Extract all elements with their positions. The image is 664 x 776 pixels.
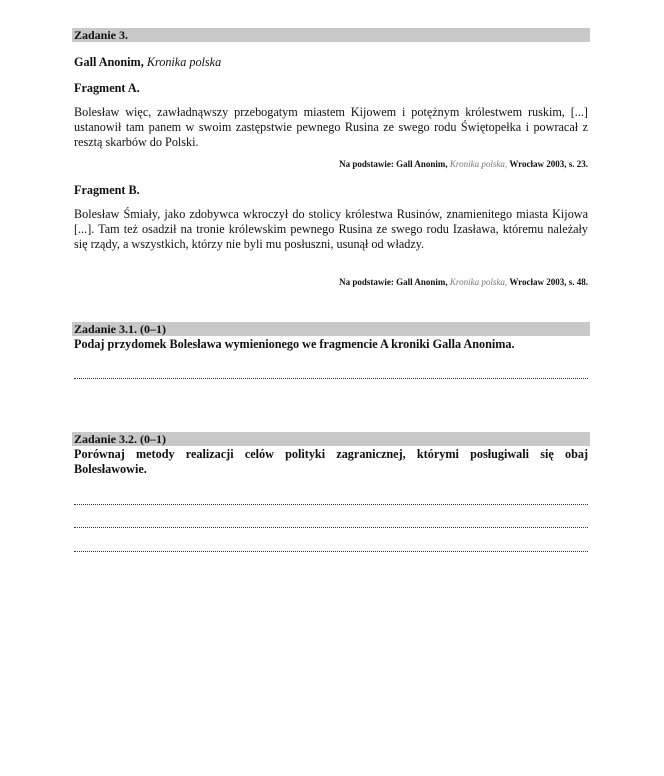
source-prefix: Na podstawie: Gall Anonim,: [339, 159, 448, 169]
fragment-b-title: Fragment B.: [74, 183, 140, 197]
task-3-1-header: Zadanie 3.1. (0–1): [72, 322, 590, 336]
answer-line[interactable]: [74, 504, 588, 505]
source-suffix: Wrocław 2003, s. 48.: [509, 277, 588, 287]
answer-line[interactable]: [74, 378, 588, 379]
task-3-1-prompt: Podaj przydomek Bolesława wymienionego we fragmencie A kroniki Galla Anonima.: [74, 337, 515, 351]
source-title: Kronika polska,: [449, 277, 508, 287]
fragment-a-text: Bolesław więc, zawładnąwszy przebogatym miastem Kijowem i potężnym królestwem ruskim, [...] ustanowił tam panem w swoim zastępstwie pewnego Rusina ze swego rodu Świętopełka i powracał z resztą skarbów do Polski.: [74, 105, 588, 149]
source-attribution: [74, 55, 588, 70]
source-suffix: Wrocław 2003, s. 23.: [509, 159, 588, 169]
answer-line[interactable]: [74, 551, 588, 552]
fragment-b-text: Bolesław Śmiały, jako zdobywca wkroczył do stolicy królestwa Rusinów, znamienitego miasta Kijowa [...]. Tam też osadził na tronie królewskim pewnego Rusina ze swego rodu Izasława, któremu należały się rządy, a wszystkich, którzy nie byli mu posłuszni, usunął od władzy.: [74, 207, 588, 251]
answer-line[interactable]: [74, 527, 588, 528]
work-title: Kronika polska: [146, 55, 222, 69]
source-title: Kronika polska,: [449, 159, 508, 169]
source-prefix: Na podstawie: Gall Anonim,: [339, 277, 448, 287]
fragment-a-source: [74, 158, 588, 170]
author: Gall Anonim,: [74, 55, 144, 69]
fragment-b-source: [74, 276, 588, 288]
task-3-2-header: Zadanie 3.2. (0–1): [72, 432, 590, 446]
task-3-2-prompt: Porównaj metody realizacji celów polityki zagranicznej, którymi posługiwali się obaj Bolesławowie.: [74, 447, 588, 476]
fragment-a-title: Fragment A.: [74, 81, 140, 95]
task-header: Zadanie 3.: [72, 28, 590, 42]
